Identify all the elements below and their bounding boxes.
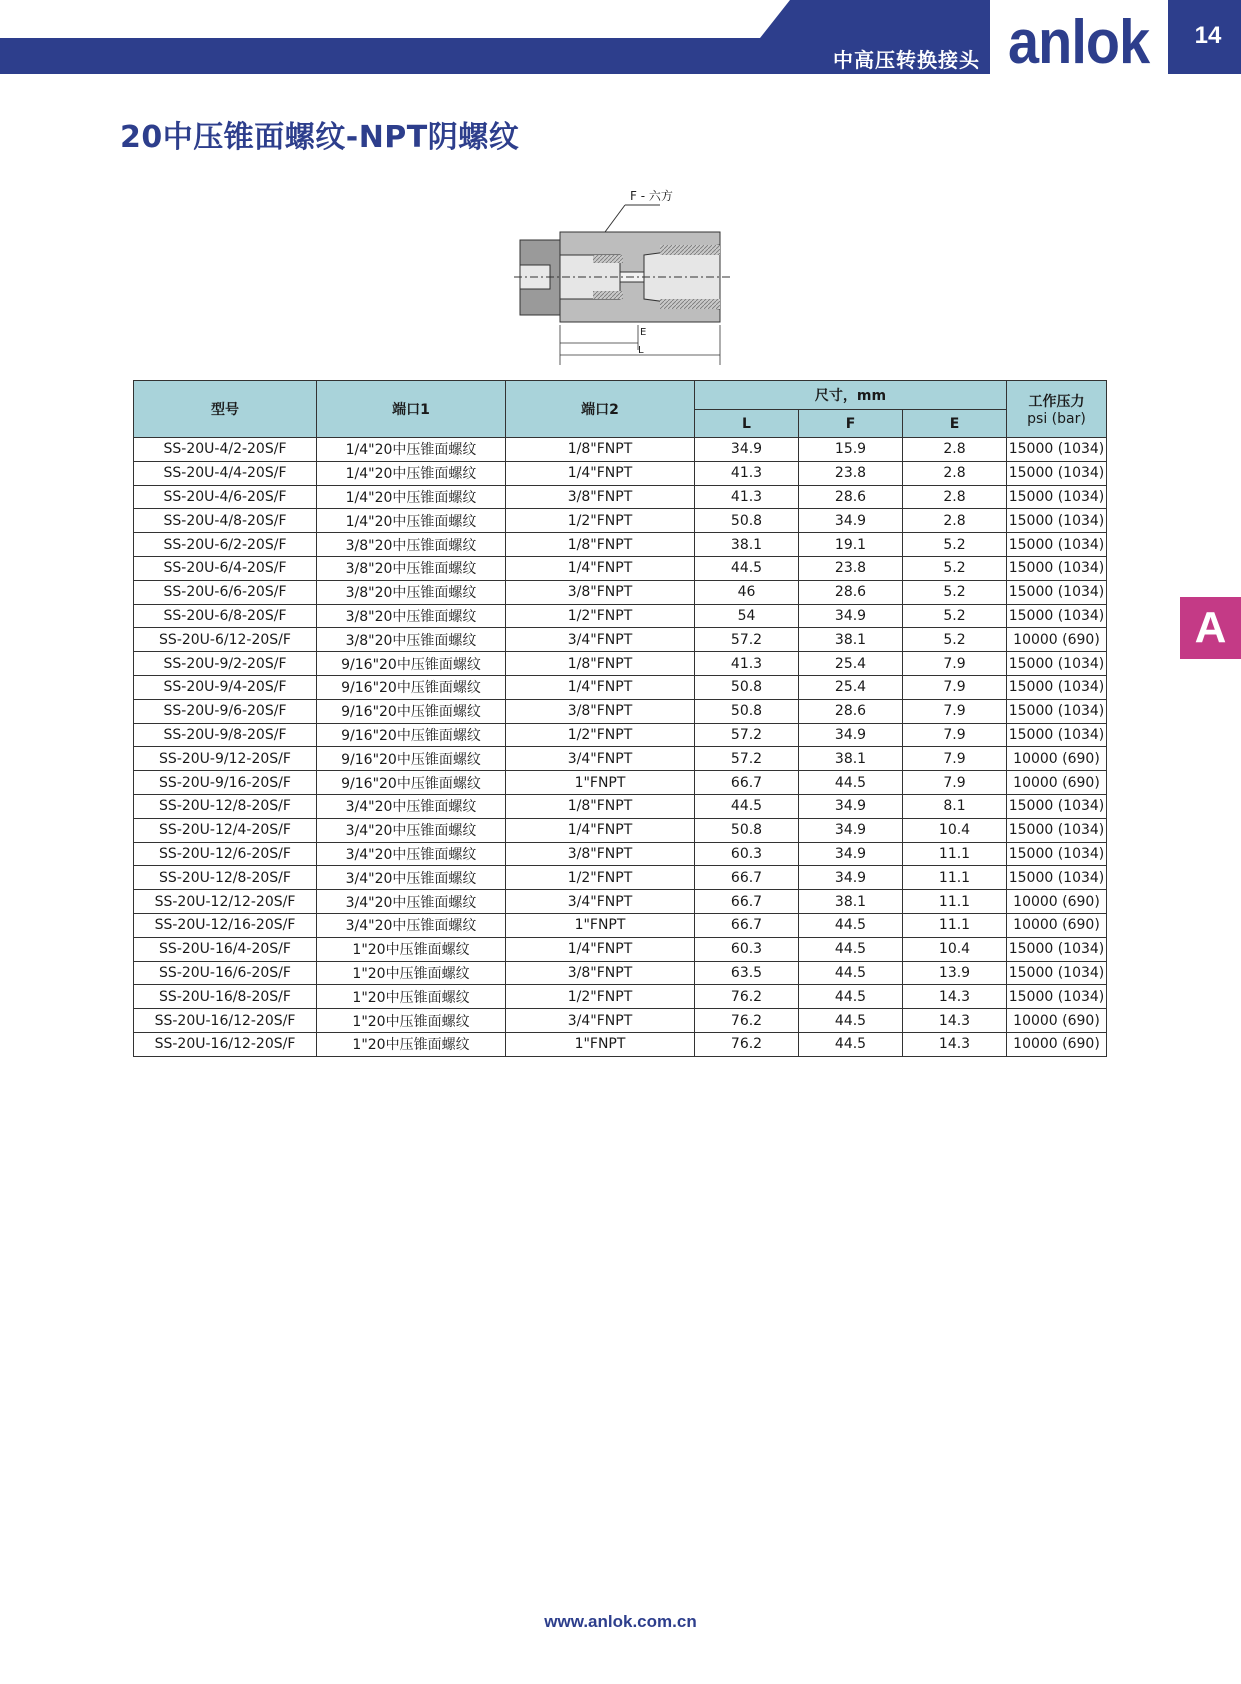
cell-pressure: 15000 (1034) [1007,937,1107,961]
cell-dim-e: 11.1 [903,842,1007,866]
cell-port2: 3/8"FNPT [506,961,695,985]
table-row [134,1032,1107,1056]
cell-dim-l: 66.7 [695,890,799,914]
cell-model: SS-20U-9/6-20S/F [134,699,317,723]
cell-pressure: 15000 (1034) [1007,675,1107,699]
header-pressure [1007,381,1107,438]
cell-dim-f: 44.5 [799,1032,903,1056]
cell-pressure: 15000 (1034) [1007,818,1107,842]
cell-port2: 1/4"FNPT [506,937,695,961]
cell-port2: 1"FNPT [506,913,695,937]
cell-pressure: 15000 (1034) [1007,556,1107,580]
header-model: 型号 [134,381,317,438]
brand-logo: anlok [1008,8,1150,77]
cell-pressure: 15000 (1034) [1007,794,1107,818]
cell-dim-l: 54 [695,604,799,628]
cell-dim-f: 34.9 [799,794,903,818]
cell-dim-l: 44.5 [695,794,799,818]
cell-dim-f: 28.6 [799,580,903,604]
page-number: 14 [1194,22,1222,49]
cell-dim-e: 7.9 [903,675,1007,699]
cell-model: SS-20U-12/16-20S/F [134,913,317,937]
cell-dim-f: 34.9 [799,723,903,747]
cell-port1: 3/4"20中压锥面螺纹 [317,842,506,866]
cell-dim-e: 10.4 [903,818,1007,842]
table-row [134,985,1107,1009]
cell-dim-f: 34.9 [799,818,903,842]
cell-port1: 9/16"20中压锥面螺纹 [317,771,506,795]
cell-dim-e: 14.3 [903,985,1007,1009]
cell-pressure: 15000 (1034) [1007,866,1107,890]
cell-dim-e: 2.8 [903,485,1007,509]
cell-model: SS-20U-9/12-20S/F [134,747,317,771]
cell-dim-f: 19.1 [799,533,903,557]
cell-dim-e: 2.8 [903,461,1007,485]
table-row [134,580,1107,604]
cell-dim-e: 14.3 [903,1032,1007,1056]
cell-dim-l: 76.2 [695,1009,799,1033]
cell-pressure: 10000 (690) [1007,771,1107,795]
cell-pressure: 15000 (1034) [1007,604,1107,628]
cell-model: SS-20U-4/8-20S/F [134,509,317,533]
cell-dim-l: 76.2 [695,1032,799,1056]
cell-port2: 1/8"FNPT [506,438,695,462]
cell-model: SS-20U-6/2-20S/F [134,533,317,557]
cell-dim-e: 10.4 [903,937,1007,961]
cell-pressure: 10000 (690) [1007,628,1107,652]
cell-port2: 1/8"FNPT [506,652,695,676]
cell-port1: 3/4"20中压锥面螺纹 [317,794,506,818]
cell-dim-e: 7.9 [903,652,1007,676]
table-row [134,556,1107,580]
header-f: F [799,410,903,438]
cell-port2: 1/4"FNPT [506,461,695,485]
spec-table [133,380,1107,1057]
cell-port1: 1"20中压锥面螺纹 [317,1009,506,1033]
cell-model: SS-20U-4/6-20S/F [134,485,317,509]
cell-port1: 9/16"20中压锥面螺纹 [317,723,506,747]
table-row [134,1009,1107,1033]
cell-dim-f: 44.5 [799,771,903,795]
table-row [134,533,1107,557]
cell-pressure: 15000 (1034) [1007,961,1107,985]
cell-dim-f: 38.1 [799,890,903,914]
cell-port1: 3/4"20中压锥面螺纹 [317,890,506,914]
footer-website-link[interactable]: www.anlok.com.cn [544,1612,697,1631]
cell-port2: 1/4"FNPT [506,556,695,580]
section-title: 20中压锥面螺纹-NPT阴螺纹 [120,120,520,155]
cell-port1: 1/4"20中压锥面螺纹 [317,509,506,533]
cell-dim-l: 57.2 [695,628,799,652]
cell-dim-f: 28.6 [799,699,903,723]
cell-dim-l: 66.7 [695,771,799,795]
cell-port2: 1/2"FNPT [506,866,695,890]
cell-dim-e: 11.1 [903,866,1007,890]
cell-dim-f: 15.9 [799,438,903,462]
cell-port1: 1"20中压锥面螺纹 [317,1032,506,1056]
table-row [134,818,1107,842]
cell-port1: 1"20中压锥面螺纹 [317,985,506,1009]
cell-dim-e: 13.9 [903,961,1007,985]
table-row [134,794,1107,818]
cell-port1: 3/8"20中压锥面螺纹 [317,628,506,652]
cell-port2: 1/4"FNPT [506,818,695,842]
cell-dim-l: 41.3 [695,461,799,485]
cell-pressure: 10000 (690) [1007,890,1107,914]
cell-model: SS-20U-4/2-20S/F [134,438,317,462]
cell-pressure: 15000 (1034) [1007,533,1107,557]
table-row [134,937,1107,961]
category-title: 中高压转换接头 [833,48,980,72]
table-row [134,913,1107,937]
cell-dim-f: 28.6 [799,485,903,509]
cell-dim-e: 2.8 [903,509,1007,533]
cell-port2: 3/4"FNPT [506,628,695,652]
cell-dim-l: 60.3 [695,842,799,866]
table-row [134,771,1107,795]
cell-dim-f: 44.5 [799,961,903,985]
cell-model: SS-20U-6/4-20S/F [134,556,317,580]
cell-pressure: 15000 (1034) [1007,580,1107,604]
cell-dim-e: 5.2 [903,533,1007,557]
cell-port2: 1/2"FNPT [506,985,695,1009]
cell-pressure: 10000 (690) [1007,747,1107,771]
cell-dim-e: 5.2 [903,556,1007,580]
cell-port1: 1"20中压锥面螺纹 [317,961,506,985]
cell-dim-f: 34.9 [799,842,903,866]
cell-model: SS-20U-6/6-20S/F [134,580,317,604]
cell-dim-f: 38.1 [799,628,903,652]
table-row [134,461,1107,485]
cell-pressure: 15000 (1034) [1007,652,1107,676]
table-row [134,675,1107,699]
cell-dim-l: 50.8 [695,675,799,699]
cell-dim-f: 34.9 [799,509,903,533]
cell-dim-e: 11.1 [903,890,1007,914]
cell-dim-l: 44.5 [695,556,799,580]
cell-port1: 3/4"20中压锥面螺纹 [317,913,506,937]
cell-model: SS-20U-16/12-20S/F [134,1032,317,1056]
table-row [134,509,1107,533]
cell-model: SS-20U-12/6-20S/F [134,842,317,866]
cell-dim-f: 23.8 [799,461,903,485]
cell-dim-f: 44.5 [799,1009,903,1033]
cell-port1: 3/8"20中压锥面螺纹 [317,533,506,557]
cell-port1: 1/4"20中压锥面螺纹 [317,461,506,485]
cell-port2: 3/8"FNPT [506,699,695,723]
table-row [134,961,1107,985]
cell-dim-e: 8.1 [903,794,1007,818]
cell-dim-f: 44.5 [799,913,903,937]
cell-dim-l: 50.8 [695,818,799,842]
cell-model: SS-20U-12/12-20S/F [134,890,317,914]
cell-port2: 1/8"FNPT [506,533,695,557]
table-row [134,866,1107,890]
cell-port2: 1/8"FNPT [506,794,695,818]
cell-port1: 9/16"20中压锥面螺纹 [317,675,506,699]
header-pressure-line2: psi (bar) [1027,411,1086,427]
cell-model: SS-20U-6/12-20S/F [134,628,317,652]
cell-dim-e: 7.9 [903,699,1007,723]
cell-dim-l: 50.8 [695,699,799,723]
cell-model: SS-20U-12/8-20S/F [134,794,317,818]
cell-dim-l: 41.3 [695,485,799,509]
cell-model: SS-20U-12/4-20S/F [134,818,317,842]
cell-port2: 3/4"FNPT [506,747,695,771]
cell-model: SS-20U-12/8-20S/F [134,866,317,890]
cell-pressure: 10000 (690) [1007,913,1107,937]
cell-pressure: 15000 (1034) [1007,438,1107,462]
cell-model: SS-20U-9/16-20S/F [134,771,317,795]
cell-dim-e: 5.2 [903,580,1007,604]
cell-port2: 3/4"FNPT [506,890,695,914]
cell-port1: 1/4"20中压锥面螺纹 [317,485,506,509]
cell-port1: 9/16"20中压锥面螺纹 [317,699,506,723]
cell-model: SS-20U-9/4-20S/F [134,675,317,699]
cell-pressure: 10000 (690) [1007,1032,1107,1056]
cell-port1: 9/16"20中压锥面螺纹 [317,747,506,771]
cell-dim-l: 57.2 [695,747,799,771]
cell-model: SS-20U-4/4-20S/F [134,461,317,485]
cell-dim-e: 7.9 [903,723,1007,747]
cell-dim-e: 5.2 [903,628,1007,652]
header-e: E [903,410,1007,438]
cell-dim-e: 11.1 [903,913,1007,937]
cell-pressure: 10000 (690) [1007,1009,1107,1033]
table-row [134,699,1107,723]
table-row [134,485,1107,509]
cell-port2: 3/8"FNPT [506,485,695,509]
cell-dim-l: 46 [695,580,799,604]
cell-dim-f: 25.4 [799,675,903,699]
fitting-diagram [500,185,740,365]
cell-dim-e: 7.9 [903,747,1007,771]
cell-dim-f: 44.5 [799,937,903,961]
section-tab-a[interactable]: A [1180,597,1241,659]
spec-table-body [134,438,1107,1057]
cell-port1: 3/8"20中压锥面螺纹 [317,556,506,580]
cell-dim-f: 23.8 [799,556,903,580]
cell-port1: 3/8"20中压锥面螺纹 [317,604,506,628]
cell-port2: 1/2"FNPT [506,723,695,747]
cell-dim-l: 57.2 [695,723,799,747]
cell-port2: 1/2"FNPT [506,604,695,628]
header-pressure-line1: 工作压力 [1028,394,1085,410]
cell-model: SS-20U-6/8-20S/F [134,604,317,628]
cell-dim-f: 25.4 [799,652,903,676]
cell-dim-l: 38.1 [695,533,799,557]
cell-dim-l: 66.7 [695,913,799,937]
table-row [134,628,1107,652]
cell-port2: 3/8"FNPT [506,842,695,866]
cell-port1: 1/4"20中压锥面螺纹 [317,438,506,462]
cell-model: SS-20U-16/4-20S/F [134,937,317,961]
cell-dim-l: 50.8 [695,509,799,533]
table-row [134,747,1107,771]
cell-dim-l: 76.2 [695,985,799,1009]
cell-dim-e: 2.8 [903,438,1007,462]
cell-dim-l: 41.3 [695,652,799,676]
cell-pressure: 15000 (1034) [1007,723,1107,747]
cell-pressure: 15000 (1034) [1007,985,1107,1009]
diagram-label-l: L [638,345,644,356]
table-row [134,890,1107,914]
cell-dim-l: 66.7 [695,866,799,890]
cell-dim-f: 34.9 [799,866,903,890]
cell-port1: 9/16"20中压锥面螺纹 [317,652,506,676]
cell-pressure: 15000 (1034) [1007,842,1107,866]
cell-port1: 3/4"20中压锥面螺纹 [317,818,506,842]
header-dimensions: 尺寸，mm [695,381,1007,410]
cell-port1: 3/8"20中压锥面螺纹 [317,580,506,604]
cell-port2: 1"FNPT [506,771,695,795]
cell-port1: 3/4"20中压锥面螺纹 [317,866,506,890]
cell-dim-e: 14.3 [903,1009,1007,1033]
cell-model: SS-20U-16/12-20S/F [134,1009,317,1033]
cell-model: SS-20U-16/6-20S/F [134,961,317,985]
cell-dim-f: 38.1 [799,747,903,771]
diagram-label-f: F - 六方 [630,189,673,203]
header-port1: 端口1 [317,381,506,438]
table-row [134,652,1107,676]
cell-model: SS-20U-9/2-20S/F [134,652,317,676]
header-port2: 端口2 [506,381,695,438]
cell-dim-e: 7.9 [903,771,1007,795]
header-l: L [695,410,799,438]
cell-pressure: 15000 (1034) [1007,699,1107,723]
cell-model: SS-20U-9/8-20S/F [134,723,317,747]
cell-dim-f: 44.5 [799,985,903,1009]
cell-port2: 3/8"FNPT [506,580,695,604]
cell-model: SS-20U-16/8-20S/F [134,985,317,1009]
cell-port2: 3/4"FNPT [506,1009,695,1033]
table-row [134,723,1107,747]
cell-port2: 1/4"FNPT [506,675,695,699]
table-row [134,604,1107,628]
table-row [134,842,1107,866]
cell-port2: 1/2"FNPT [506,509,695,533]
cell-dim-l: 60.3 [695,937,799,961]
table-row [134,438,1107,462]
cell-pressure: 15000 (1034) [1007,485,1107,509]
cell-dim-f: 34.9 [799,604,903,628]
diagram-label-e: E [640,327,647,338]
cell-dim-l: 63.5 [695,961,799,985]
cell-port2: 1"FNPT [506,1032,695,1056]
cell-pressure: 15000 (1034) [1007,509,1107,533]
cell-pressure: 15000 (1034) [1007,461,1107,485]
cell-dim-l: 34.9 [695,438,799,462]
cell-port1: 1"20中压锥面螺纹 [317,937,506,961]
cell-dim-e: 5.2 [903,604,1007,628]
